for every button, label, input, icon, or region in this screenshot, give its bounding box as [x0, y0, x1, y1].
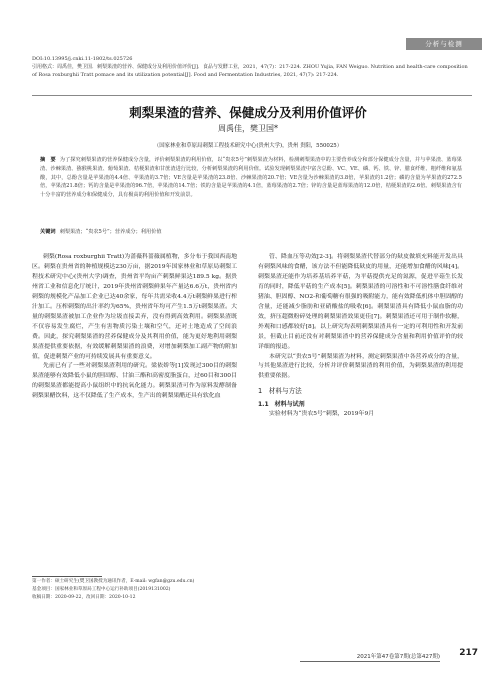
- footer-divider: [300, 661, 440, 662]
- keywords: [40, 228, 462, 235]
- article-title: 刺梨果渣的营养、保健成分及利用价值评价: [129, 105, 367, 120]
- footnote-line: 第一作者：硕士研究生(樊卫国教授为通讯作者，E-mail: wgfan@gzu.edu.cn): [32, 579, 195, 584]
- footnote-divider: [32, 576, 102, 577]
- footnote-line: 基金项目：国家林业和草原局工程中心运行补助项目(2019131002): [32, 586, 171, 592]
- left-column: [32, 253, 237, 402]
- abstract-label: 摘 要: [40, 157, 56, 163]
- section-tag: 分析与检测: [406, 38, 482, 50]
- body-paragraph: 管、降血压等功效[2-3]。将刺梨果渣代替部分的麸皮做填充料能开发出具有刺梨风味的食醋，该方法不但能降低麸皮的用量，还能增加食醋的风味[4]。刺梨果渣还能作为培养基培养平菇，为平菇提供充足的氮源，促进平菇生长发育的同时，降低平菇的生产成本[5]。刺梨果渣的可溶性和不可溶性膳食纤维对猪油、胆固醇、NO2-和葡萄糖有很强的吸附能力，能有效降低机体中胆固醇的含量，还能减少脂肪和亚硝酸盐的吸收[6]。刺梨果渣具有降低小鼠血脂的功效，挤压超微粉碎处理的刺梨果渣效果更佳[7]。刺梨果渣还可用于制作软糖，外观和口感都较好[8]。以上研究均表明刺梨果渣具有一定的可利用性和开发前景，但截止目前还没有对刺梨果渣中的营养保健成分含量和利用价值评价的较详细的报道。: [258, 254, 463, 350]
- footnote-line: 收稿日期：2020-09-22，改回日期：2020-10-12: [32, 594, 136, 600]
- section-heading: 1 材料与方法: [258, 387, 302, 396]
- page-number: 217: [459, 648, 478, 658]
- keywords-label: 关键词: [40, 229, 56, 235]
- right-column: [258, 253, 463, 420]
- doi: DOI:10.13995/j.cnki.11-1802/ts.025726: [32, 56, 133, 62]
- keywords-text: 刺梨果渣；“贵农5号”；营养成分；利用价值: [59, 229, 162, 235]
- header-divider: [32, 95, 472, 96]
- footnote: [32, 578, 242, 601]
- body-paragraph: 刺梨(Rosa roxburghii Tratt)为蔷薇科蔷薇属植物，多分布于我国西南地区。刺梨在贵州省的种植规模达230万亩，据2019年国家林业和草原局刺梨工程技术研究中心(贵州大学)调查，贵州省平均亩产刺梨鲜果达189.5 kg。据贵州省工业和信息化厅统计，2019年贵州省刺梨鲜果年产量达6.6万t，贵州省内刺梨的规模化产品加工企业已达40余家，每年共需采收4.4万t刺梨鲜果进行榨汁加工。压榨刺梨的出汁率约为65%，贵州省年均可产生1.5万t刺梨果渣。大量的刺梨果渣被加工企业作为垃圾直接丢弃，没有得到高效利用。刺梨果渣既不仅容易发生腐烂，产生有害物质污染土壤和空气，还对土地造成了空间浪费。因此，探究刺梨果渣的营养保健成分及其利用价值，能为更好地利用刺梨果渣提供重要依据，有效缓解刺梨果渣的浪费，对增加刺梨加工副产物的附加值，促进刺梨产业的可持续发展具有重要意义。: [32, 254, 237, 360]
- abstract-text: 为了探究刺梨果渣的营养保健成分含量，评价刺梨果渣的利用价值，以“贵农5号”刺梨果渣为材料，检测刺梨果渣中的主要营养成分和部分保健成分含量，并与苹果渣、蓝莓果渣、沙棘果渣、猕猴桃果渣、葡萄果渣、桔梗果渣和甘蔗渣进行比较，分析刺梨果渣的利用价值。试验发现刺梨果渣中富含总酚、VC、VE、磷、钙、铁、锌、膳食纤维、粗纤维和氨基酸，其中，总酚含量是苹果渣的4.4倍、苹果渣的3.7倍；VE含量是苹果渣的23.8倍、沙棘果渣的20.7倍；VE含量为沙棘果渣的3.8倍，苹果渣的1.2倍；磷的含量为苹果渣的272.5倍，苹果渣21.8倍；钙的含量是苹果渣的96.7倍，苹果渣的14.7倍；铁的含量是苹果渣的4.1倍，蓝莓果渣的2.7倍；锌的含量是蓝莓果渣的12.0倍，桔梗果渣的2.6倍。刺梨果渣含有十分丰富的营养成分和保健成分，具有极高的利用价值和开发前景。: [40, 157, 462, 199]
- authors: 周禹佳，樊卫国*: [218, 124, 278, 133]
- subsection-heading: 1.1 材料与试剂: [258, 401, 305, 409]
- issue-info: 2021年第47卷第7期(总第427期): [356, 654, 440, 660]
- abstract: [40, 156, 462, 200]
- affiliation: （国家林业和草原局刺梨工程技术研究中心(贵州大学)，贵州 贵阳，550025）: [153, 143, 343, 149]
- body-paragraph: 先前已有了一些对刺梨果渣利用的研究。梁依娇等[1]发现过300目的刺梨果渣能够有效降低小鼠的胆固醇、甘油三酯和高密度脂蛋白，过60目和300目的刺梨果渣都能提高小鼠组织中的抗氧化能力。刺梨果渣可作为原料发酵制备刺梨果醋饮料，这不仅降低了生产成本，生产出的刺梨果醋还具有软化血: [32, 363, 237, 400]
- citation: 引用格式：周禹佳，樊卫国．刺梨果渣的营养、保健成分及利用价值评价[J]．食品与发酵工业，2021，47(7)：217-224. ZHOU Yujia, FAN Weiguo. Nutrition and health-care composition of Rosa roxburghii Tratt pomace and its utilization potential[J]. Food and Fermentation Industries, 2021, 47(7): 217-224.: [32, 64, 468, 78]
- body-paragraph: 本研究以“贵农5号”刺梨果渣为材料，测定刺梨果渣中各营养成分的含量，与其他果渣进行比较，分析并评价刺梨果渣的利用价值，为刺梨果渣的利用提供重要依据。: [258, 353, 463, 380]
- body-paragraph: 实验材料为“贵农5号”刺梨，2019年9月: [269, 411, 375, 418]
